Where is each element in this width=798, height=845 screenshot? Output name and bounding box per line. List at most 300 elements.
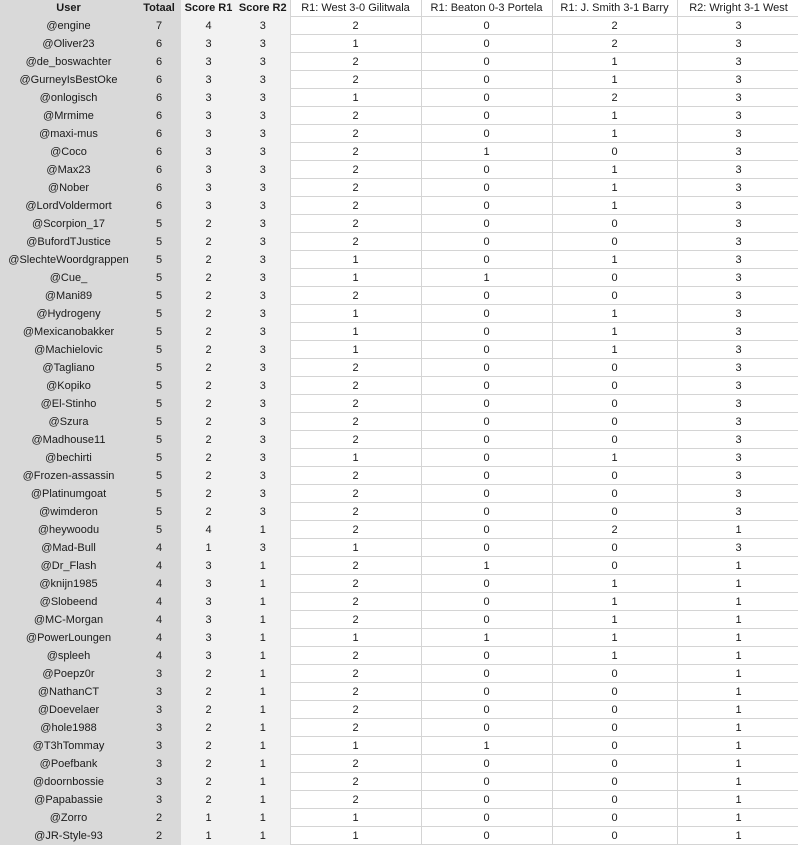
cell-prediction-3[interactable]: 0 bbox=[552, 701, 677, 719]
cell-score-r2[interactable]: 3 bbox=[236, 89, 290, 107]
cell-prediction-4[interactable]: 1 bbox=[677, 665, 798, 683]
cell-prediction-2[interactable]: 0 bbox=[421, 215, 552, 233]
cell-user[interactable]: @bechirti bbox=[0, 449, 137, 467]
cell-prediction-1[interactable]: 2 bbox=[290, 359, 421, 377]
cell-prediction-4[interactable]: 3 bbox=[677, 341, 798, 359]
cell-prediction-2[interactable]: 0 bbox=[421, 17, 552, 35]
cell-prediction-2[interactable]: 0 bbox=[421, 593, 552, 611]
cell-user[interactable]: @Poefbank bbox=[0, 755, 137, 773]
cell-score-r2[interactable]: 1 bbox=[236, 683, 290, 701]
cell-prediction-3[interactable]: 1 bbox=[552, 251, 677, 269]
cell-prediction-3[interactable]: 0 bbox=[552, 683, 677, 701]
cell-prediction-2[interactable]: 0 bbox=[421, 89, 552, 107]
cell-totaal[interactable]: 5 bbox=[137, 377, 181, 395]
cell-score-r2[interactable]: 1 bbox=[236, 773, 290, 791]
cell-prediction-1[interactable]: 2 bbox=[290, 431, 421, 449]
cell-user[interactable]: @Platinumgoat bbox=[0, 485, 137, 503]
cell-prediction-1[interactable]: 2 bbox=[290, 287, 421, 305]
cell-user[interactable]: @Poepz0r bbox=[0, 665, 137, 683]
cell-user[interactable]: @de_boswachter bbox=[0, 53, 137, 71]
cell-score-r1[interactable]: 2 bbox=[181, 305, 236, 323]
cell-score-r1[interactable]: 3 bbox=[181, 197, 236, 215]
cell-prediction-3[interactable]: 0 bbox=[552, 431, 677, 449]
cell-prediction-1[interactable]: 2 bbox=[290, 125, 421, 143]
cell-prediction-1[interactable]: 2 bbox=[290, 611, 421, 629]
cell-score-r1[interactable]: 1 bbox=[181, 809, 236, 827]
cell-score-r1[interactable]: 3 bbox=[181, 107, 236, 125]
cell-prediction-4[interactable]: 3 bbox=[677, 233, 798, 251]
cell-prediction-3[interactable]: 0 bbox=[552, 755, 677, 773]
cell-prediction-2[interactable]: 0 bbox=[421, 647, 552, 665]
cell-score-r1[interactable]: 3 bbox=[181, 611, 236, 629]
cell-user[interactable]: @Doevelaer bbox=[0, 701, 137, 719]
cell-prediction-3[interactable]: 1 bbox=[552, 575, 677, 593]
cell-score-r1[interactable]: 2 bbox=[181, 467, 236, 485]
cell-prediction-4[interactable]: 3 bbox=[677, 125, 798, 143]
cell-totaal[interactable]: 5 bbox=[137, 287, 181, 305]
cell-user[interactable]: @Dr_Flash bbox=[0, 557, 137, 575]
cell-totaal[interactable]: 3 bbox=[137, 719, 181, 737]
cell-score-r2[interactable]: 3 bbox=[236, 179, 290, 197]
cell-prediction-3[interactable]: 0 bbox=[552, 359, 677, 377]
cell-prediction-4[interactable]: 1 bbox=[677, 719, 798, 737]
cell-score-r1[interactable]: 3 bbox=[181, 89, 236, 107]
cell-user[interactable]: @JR-Style-93 bbox=[0, 827, 137, 845]
cell-prediction-3[interactable]: 1 bbox=[552, 71, 677, 89]
cell-score-r2[interactable]: 1 bbox=[236, 701, 290, 719]
cell-score-r2[interactable]: 3 bbox=[236, 341, 290, 359]
cell-prediction-3[interactable]: 0 bbox=[552, 215, 677, 233]
cell-prediction-3[interactable]: 0 bbox=[552, 809, 677, 827]
cell-score-r1[interactable]: 2 bbox=[181, 791, 236, 809]
cell-prediction-2[interactable]: 0 bbox=[421, 431, 552, 449]
cell-prediction-4[interactable]: 3 bbox=[677, 467, 798, 485]
cell-prediction-2[interactable]: 0 bbox=[421, 521, 552, 539]
cell-prediction-4[interactable]: 3 bbox=[677, 179, 798, 197]
cell-totaal[interactable]: 6 bbox=[137, 35, 181, 53]
cell-prediction-2[interactable]: 0 bbox=[421, 413, 552, 431]
cell-totaal[interactable]: 5 bbox=[137, 485, 181, 503]
cell-prediction-4[interactable]: 3 bbox=[677, 143, 798, 161]
cell-score-r2[interactable]: 3 bbox=[236, 377, 290, 395]
cell-prediction-3[interactable]: 1 bbox=[552, 305, 677, 323]
cell-score-r1[interactable]: 2 bbox=[181, 719, 236, 737]
cell-prediction-3[interactable]: 0 bbox=[552, 233, 677, 251]
cell-prediction-2[interactable]: 0 bbox=[421, 683, 552, 701]
cell-prediction-1[interactable]: 2 bbox=[290, 53, 421, 71]
cell-prediction-2[interactable]: 0 bbox=[421, 233, 552, 251]
cell-totaal[interactable]: 6 bbox=[137, 143, 181, 161]
cell-prediction-2[interactable]: 0 bbox=[421, 107, 552, 125]
cell-prediction-3[interactable]: 1 bbox=[552, 647, 677, 665]
cell-score-r2[interactable]: 1 bbox=[236, 629, 290, 647]
cell-prediction-1[interactable]: 2 bbox=[290, 161, 421, 179]
cell-prediction-1[interactable]: 1 bbox=[290, 629, 421, 647]
cell-prediction-4[interactable]: 3 bbox=[677, 53, 798, 71]
cell-score-r1[interactable]: 2 bbox=[181, 359, 236, 377]
cell-score-r1[interactable]: 2 bbox=[181, 737, 236, 755]
cell-prediction-2[interactable]: 0 bbox=[421, 485, 552, 503]
cell-totaal[interactable]: 5 bbox=[137, 341, 181, 359]
cell-score-r2[interactable]: 3 bbox=[236, 395, 290, 413]
cell-prediction-3[interactable]: 0 bbox=[552, 377, 677, 395]
header-cell-prediction-4[interactable]: R2: Wright 3-1 West bbox=[677, 0, 798, 17]
cell-user[interactable]: @Machielovic bbox=[0, 341, 137, 359]
header-cell-prediction-2[interactable]: R1: Beaton 0-3 Portela bbox=[421, 0, 552, 17]
cell-prediction-2[interactable]: 0 bbox=[421, 53, 552, 71]
header-cell-score-r1[interactable]: Score R1 bbox=[181, 0, 236, 17]
cell-score-r2[interactable]: 3 bbox=[236, 287, 290, 305]
cell-score-r2[interactable]: 3 bbox=[236, 539, 290, 557]
cell-totaal[interactable]: 2 bbox=[137, 809, 181, 827]
cell-user[interactable]: @Scorpion_17 bbox=[0, 215, 137, 233]
cell-prediction-1[interactable]: 2 bbox=[290, 755, 421, 773]
cell-score-r2[interactable]: 3 bbox=[236, 413, 290, 431]
cell-user[interactable]: @Nober bbox=[0, 179, 137, 197]
cell-prediction-3[interactable]: 0 bbox=[552, 485, 677, 503]
cell-prediction-1[interactable]: 2 bbox=[290, 395, 421, 413]
cell-prediction-1[interactable]: 2 bbox=[290, 143, 421, 161]
cell-prediction-1[interactable]: 1 bbox=[290, 89, 421, 107]
cell-score-r1[interactable]: 2 bbox=[181, 449, 236, 467]
cell-score-r1[interactable]: 2 bbox=[181, 701, 236, 719]
cell-prediction-1[interactable]: 2 bbox=[290, 773, 421, 791]
cell-score-r1[interactable]: 2 bbox=[181, 323, 236, 341]
cell-score-r1[interactable]: 2 bbox=[181, 287, 236, 305]
cell-prediction-4[interactable]: 3 bbox=[677, 17, 798, 35]
cell-user[interactable]: @Slobeend bbox=[0, 593, 137, 611]
cell-score-r1[interactable]: 2 bbox=[181, 413, 236, 431]
cell-score-r2[interactable]: 3 bbox=[236, 17, 290, 35]
cell-prediction-3[interactable]: 0 bbox=[552, 665, 677, 683]
cell-prediction-3[interactable]: 2 bbox=[552, 521, 677, 539]
cell-prediction-1[interactable]: 2 bbox=[290, 701, 421, 719]
cell-score-r2[interactable]: 3 bbox=[236, 359, 290, 377]
cell-prediction-4[interactable]: 1 bbox=[677, 647, 798, 665]
cell-totaal[interactable]: 7 bbox=[137, 17, 181, 35]
cell-prediction-2[interactable]: 1 bbox=[421, 143, 552, 161]
cell-score-r1[interactable]: 2 bbox=[181, 341, 236, 359]
cell-prediction-1[interactable]: 1 bbox=[290, 827, 421, 845]
cell-totaal[interactable]: 3 bbox=[137, 773, 181, 791]
cell-prediction-4[interactable]: 3 bbox=[677, 269, 798, 287]
cell-prediction-4[interactable]: 1 bbox=[677, 629, 798, 647]
cell-totaal[interactable]: 5 bbox=[137, 413, 181, 431]
cell-totaal[interactable]: 5 bbox=[137, 395, 181, 413]
cell-score-r2[interactable]: 3 bbox=[236, 431, 290, 449]
cell-prediction-2[interactable]: 1 bbox=[421, 629, 552, 647]
cell-prediction-3[interactable]: 1 bbox=[552, 449, 677, 467]
cell-totaal[interactable]: 5 bbox=[137, 305, 181, 323]
cell-prediction-4[interactable]: 1 bbox=[677, 755, 798, 773]
cell-totaal[interactable]: 5 bbox=[137, 233, 181, 251]
cell-score-r1[interactable]: 4 bbox=[181, 521, 236, 539]
cell-prediction-4[interactable]: 1 bbox=[677, 575, 798, 593]
cell-prediction-2[interactable]: 0 bbox=[421, 467, 552, 485]
header-cell-totaal[interactable]: Totaal bbox=[137, 0, 181, 17]
cell-prediction-3[interactable]: 2 bbox=[552, 89, 677, 107]
cell-score-r2[interactable]: 1 bbox=[236, 755, 290, 773]
cell-prediction-3[interactable]: 1 bbox=[552, 629, 677, 647]
cell-prediction-1[interactable]: 2 bbox=[290, 179, 421, 197]
cell-score-r2[interactable]: 1 bbox=[236, 611, 290, 629]
cell-user[interactable]: @LordVoldermort bbox=[0, 197, 137, 215]
cell-prediction-4[interactable]: 3 bbox=[677, 359, 798, 377]
cell-prediction-2[interactable]: 0 bbox=[421, 701, 552, 719]
cell-prediction-3[interactable]: 2 bbox=[552, 17, 677, 35]
cell-score-r2[interactable]: 3 bbox=[236, 251, 290, 269]
cell-prediction-1[interactable]: 1 bbox=[290, 305, 421, 323]
header-cell-user[interactable]: User bbox=[0, 0, 137, 17]
cell-prediction-4[interactable]: 3 bbox=[677, 431, 798, 449]
cell-score-r2[interactable]: 3 bbox=[236, 323, 290, 341]
cell-score-r2[interactable]: 1 bbox=[236, 791, 290, 809]
cell-prediction-4[interactable]: 3 bbox=[677, 89, 798, 107]
cell-score-r2[interactable]: 1 bbox=[236, 557, 290, 575]
cell-score-r1[interactable]: 2 bbox=[181, 755, 236, 773]
cell-prediction-2[interactable]: 0 bbox=[421, 611, 552, 629]
cell-prediction-3[interactable]: 0 bbox=[552, 827, 677, 845]
cell-user[interactable]: @Tagliano bbox=[0, 359, 137, 377]
cell-score-r1[interactable]: 3 bbox=[181, 575, 236, 593]
cell-score-r2[interactable]: 1 bbox=[236, 521, 290, 539]
cell-user[interactable]: @Mrmime bbox=[0, 107, 137, 125]
cell-user[interactable]: @doornbossie bbox=[0, 773, 137, 791]
cell-prediction-2[interactable]: 0 bbox=[421, 827, 552, 845]
cell-totaal[interactable]: 5 bbox=[137, 431, 181, 449]
cell-prediction-3[interactable]: 0 bbox=[552, 503, 677, 521]
cell-prediction-1[interactable]: 2 bbox=[290, 503, 421, 521]
cell-prediction-2[interactable]: 1 bbox=[421, 737, 552, 755]
cell-totaal[interactable]: 3 bbox=[137, 737, 181, 755]
cell-totaal[interactable]: 5 bbox=[137, 269, 181, 287]
cell-prediction-2[interactable]: 0 bbox=[421, 503, 552, 521]
cell-prediction-3[interactable]: 0 bbox=[552, 539, 677, 557]
cell-prediction-4[interactable]: 3 bbox=[677, 395, 798, 413]
cell-score-r1[interactable]: 2 bbox=[181, 683, 236, 701]
cell-score-r1[interactable]: 2 bbox=[181, 215, 236, 233]
header-cell-score-r2[interactable]: Score R2 bbox=[236, 0, 290, 17]
cell-score-r1[interactable]: 2 bbox=[181, 377, 236, 395]
cell-prediction-4[interactable]: 3 bbox=[677, 35, 798, 53]
cell-totaal[interactable]: 4 bbox=[137, 557, 181, 575]
cell-score-r2[interactable]: 3 bbox=[236, 503, 290, 521]
cell-prediction-4[interactable]: 3 bbox=[677, 197, 798, 215]
cell-score-r1[interactable]: 3 bbox=[181, 143, 236, 161]
cell-prediction-3[interactable]: 1 bbox=[552, 323, 677, 341]
cell-totaal[interactable]: 2 bbox=[137, 827, 181, 845]
cell-totaal[interactable]: 6 bbox=[137, 89, 181, 107]
cell-prediction-1[interactable]: 2 bbox=[290, 719, 421, 737]
cell-prediction-4[interactable]: 3 bbox=[677, 71, 798, 89]
cell-prediction-3[interactable]: 0 bbox=[552, 791, 677, 809]
cell-prediction-2[interactable]: 0 bbox=[421, 539, 552, 557]
cell-user[interactable]: @BufordTJustice bbox=[0, 233, 137, 251]
cell-prediction-4[interactable]: 3 bbox=[677, 323, 798, 341]
cell-totaal[interactable]: 3 bbox=[137, 755, 181, 773]
cell-score-r1[interactable]: 3 bbox=[181, 71, 236, 89]
cell-prediction-3[interactable]: 1 bbox=[552, 611, 677, 629]
cell-prediction-1[interactable]: 2 bbox=[290, 467, 421, 485]
cell-prediction-3[interactable]: 1 bbox=[552, 341, 677, 359]
cell-score-r1[interactable]: 3 bbox=[181, 179, 236, 197]
cell-prediction-1[interactable]: 2 bbox=[290, 197, 421, 215]
cell-prediction-1[interactable]: 1 bbox=[290, 737, 421, 755]
cell-user[interactable]: @El-Stinho bbox=[0, 395, 137, 413]
cell-totaal[interactable]: 5 bbox=[137, 467, 181, 485]
cell-totaal[interactable]: 6 bbox=[137, 71, 181, 89]
header-cell-prediction-3[interactable]: R1: J. Smith 3-1 Barry bbox=[552, 0, 677, 17]
cell-score-r1[interactable]: 2 bbox=[181, 269, 236, 287]
cell-score-r1[interactable]: 3 bbox=[181, 125, 236, 143]
cell-totaal[interactable]: 3 bbox=[137, 683, 181, 701]
cell-totaal[interactable]: 3 bbox=[137, 791, 181, 809]
cell-prediction-4[interactable]: 3 bbox=[677, 251, 798, 269]
cell-prediction-4[interactable]: 1 bbox=[677, 701, 798, 719]
cell-prediction-4[interactable]: 3 bbox=[677, 503, 798, 521]
cell-totaal[interactable]: 6 bbox=[137, 125, 181, 143]
cell-prediction-2[interactable]: 1 bbox=[421, 269, 552, 287]
cell-user[interactable]: @spleeh bbox=[0, 647, 137, 665]
cell-totaal[interactable]: 4 bbox=[137, 647, 181, 665]
cell-prediction-4[interactable]: 1 bbox=[677, 611, 798, 629]
cell-score-r1[interactable]: 2 bbox=[181, 503, 236, 521]
cell-prediction-4[interactable]: 3 bbox=[677, 215, 798, 233]
cell-totaal[interactable]: 6 bbox=[137, 197, 181, 215]
cell-prediction-1[interactable]: 2 bbox=[290, 485, 421, 503]
cell-totaal[interactable]: 6 bbox=[137, 107, 181, 125]
cell-prediction-1[interactable]: 2 bbox=[290, 107, 421, 125]
cell-score-r2[interactable]: 3 bbox=[236, 485, 290, 503]
cell-prediction-2[interactable]: 0 bbox=[421, 161, 552, 179]
cell-score-r2[interactable]: 3 bbox=[236, 449, 290, 467]
cell-totaal[interactable]: 6 bbox=[137, 53, 181, 71]
cell-score-r2[interactable]: 3 bbox=[236, 143, 290, 161]
cell-score-r1[interactable]: 2 bbox=[181, 251, 236, 269]
cell-score-r2[interactable]: 1 bbox=[236, 827, 290, 845]
cell-user[interactable]: @Cue_ bbox=[0, 269, 137, 287]
cell-score-r1[interactable]: 3 bbox=[181, 557, 236, 575]
cell-prediction-2[interactable]: 0 bbox=[421, 575, 552, 593]
cell-prediction-2[interactable]: 0 bbox=[421, 773, 552, 791]
cell-user[interactable]: @T3hTommay bbox=[0, 737, 137, 755]
cell-prediction-4[interactable]: 3 bbox=[677, 413, 798, 431]
cell-user[interactable]: @engine bbox=[0, 17, 137, 35]
cell-totaal[interactable]: 4 bbox=[137, 539, 181, 557]
cell-prediction-2[interactable]: 0 bbox=[421, 323, 552, 341]
cell-user[interactable]: @Szura bbox=[0, 413, 137, 431]
cell-prediction-1[interactable]: 2 bbox=[290, 575, 421, 593]
cell-score-r1[interactable]: 3 bbox=[181, 35, 236, 53]
cell-prediction-3[interactable]: 0 bbox=[552, 287, 677, 305]
cell-totaal[interactable]: 5 bbox=[137, 323, 181, 341]
cell-prediction-4[interactable]: 3 bbox=[677, 305, 798, 323]
cell-prediction-2[interactable]: 0 bbox=[421, 719, 552, 737]
cell-score-r2[interactable]: 1 bbox=[236, 665, 290, 683]
cell-prediction-1[interactable]: 2 bbox=[290, 233, 421, 251]
cell-totaal[interactable]: 5 bbox=[137, 449, 181, 467]
cell-prediction-2[interactable]: 0 bbox=[421, 359, 552, 377]
cell-prediction-1[interactable]: 2 bbox=[290, 791, 421, 809]
cell-user[interactable]: @Mani89 bbox=[0, 287, 137, 305]
cell-prediction-4[interactable]: 1 bbox=[677, 683, 798, 701]
cell-score-r2[interactable]: 1 bbox=[236, 593, 290, 611]
cell-prediction-2[interactable]: 0 bbox=[421, 287, 552, 305]
cell-prediction-1[interactable]: 1 bbox=[290, 35, 421, 53]
cell-score-r1[interactable]: 2 bbox=[181, 773, 236, 791]
cell-prediction-2[interactable]: 0 bbox=[421, 179, 552, 197]
cell-user[interactable]: @hole1988 bbox=[0, 719, 137, 737]
cell-totaal[interactable]: 5 bbox=[137, 251, 181, 269]
cell-prediction-4[interactable]: 3 bbox=[677, 287, 798, 305]
cell-prediction-4[interactable]: 3 bbox=[677, 539, 798, 557]
cell-totaal[interactable]: 6 bbox=[137, 161, 181, 179]
cell-score-r2[interactable]: 3 bbox=[236, 269, 290, 287]
cell-score-r2[interactable]: 1 bbox=[236, 647, 290, 665]
cell-score-r2[interactable]: 3 bbox=[236, 305, 290, 323]
cell-prediction-4[interactable]: 1 bbox=[677, 773, 798, 791]
cell-prediction-4[interactable]: 1 bbox=[677, 827, 798, 845]
cell-score-r1[interactable]: 2 bbox=[181, 431, 236, 449]
cell-totaal[interactable]: 3 bbox=[137, 701, 181, 719]
cell-prediction-1[interactable]: 2 bbox=[290, 17, 421, 35]
cell-prediction-4[interactable]: 3 bbox=[677, 485, 798, 503]
cell-prediction-2[interactable]: 0 bbox=[421, 377, 552, 395]
cell-prediction-1[interactable]: 1 bbox=[290, 449, 421, 467]
cell-prediction-4[interactable]: 3 bbox=[677, 377, 798, 395]
cell-score-r2[interactable]: 1 bbox=[236, 737, 290, 755]
cell-score-r2[interactable]: 3 bbox=[236, 35, 290, 53]
cell-user[interactable]: @wimderon bbox=[0, 503, 137, 521]
cell-totaal[interactable]: 5 bbox=[137, 215, 181, 233]
cell-totaal[interactable]: 4 bbox=[137, 629, 181, 647]
cell-score-r2[interactable]: 3 bbox=[236, 125, 290, 143]
cell-score-r1[interactable]: 1 bbox=[181, 827, 236, 845]
cell-prediction-3[interactable]: 0 bbox=[552, 413, 677, 431]
cell-prediction-3[interactable]: 1 bbox=[552, 593, 677, 611]
cell-prediction-4[interactable]: 1 bbox=[677, 809, 798, 827]
cell-prediction-1[interactable]: 2 bbox=[290, 215, 421, 233]
cell-score-r2[interactable]: 3 bbox=[236, 197, 290, 215]
cell-score-r2[interactable]: 1 bbox=[236, 719, 290, 737]
cell-prediction-2[interactable]: 0 bbox=[421, 395, 552, 413]
cell-prediction-1[interactable]: 2 bbox=[290, 647, 421, 665]
cell-user[interactable]: @onlogisch bbox=[0, 89, 137, 107]
cell-user[interactable]: @Oliver23 bbox=[0, 35, 137, 53]
cell-score-r1[interactable]: 3 bbox=[181, 629, 236, 647]
cell-prediction-4[interactable]: 1 bbox=[677, 593, 798, 611]
cell-prediction-1[interactable]: 2 bbox=[290, 557, 421, 575]
cell-totaal[interactable]: 5 bbox=[137, 521, 181, 539]
cell-prediction-3[interactable]: 0 bbox=[552, 557, 677, 575]
cell-prediction-2[interactable]: 0 bbox=[421, 449, 552, 467]
cell-prediction-1[interactable]: 1 bbox=[290, 251, 421, 269]
cell-prediction-2[interactable]: 0 bbox=[421, 197, 552, 215]
cell-score-r2[interactable]: 3 bbox=[236, 233, 290, 251]
cell-score-r2[interactable]: 3 bbox=[236, 53, 290, 71]
cell-user[interactable]: @Coco bbox=[0, 143, 137, 161]
cell-prediction-2[interactable]: 1 bbox=[421, 557, 552, 575]
cell-user[interactable]: @Hydrogeny bbox=[0, 305, 137, 323]
cell-prediction-2[interactable]: 0 bbox=[421, 251, 552, 269]
cell-prediction-1[interactable]: 2 bbox=[290, 665, 421, 683]
cell-prediction-4[interactable]: 1 bbox=[677, 521, 798, 539]
cell-user[interactable]: @Kopiko bbox=[0, 377, 137, 395]
cell-score-r2[interactable]: 3 bbox=[236, 107, 290, 125]
cell-prediction-1[interactable]: 2 bbox=[290, 683, 421, 701]
cell-user[interactable]: @knijn1985 bbox=[0, 575, 137, 593]
cell-score-r1[interactable]: 3 bbox=[181, 593, 236, 611]
